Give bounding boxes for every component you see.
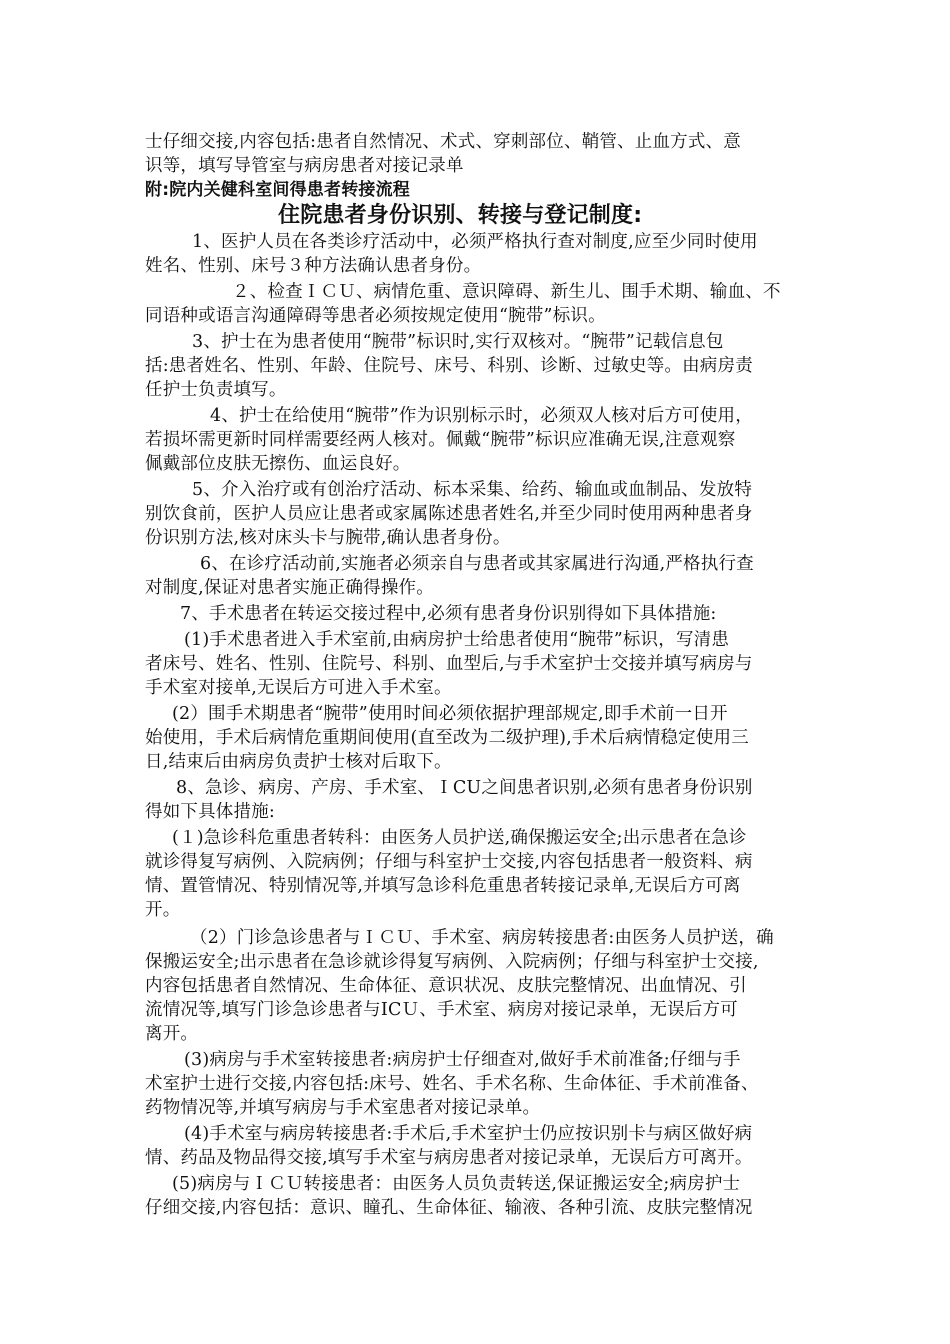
text-line: 手术室对接单,无误后方可进入手术室。 [145, 678, 452, 698]
text-line: 者床号、姓名、性别、住院号、科别、血型后,与手术室护士交接并填写病房与 [145, 654, 753, 674]
text-line: 得如下具体措施: [145, 802, 275, 822]
text-line: (１)急诊科危重患者转科：由医务人员护送,确保搬运安全;出示患者在急诊 [172, 828, 747, 848]
text-line: 姓名、性别、床号３种方法确认患者身份。 [145, 256, 482, 276]
text-line: 开。 [145, 900, 181, 920]
appendix-heading: 附:院内关健科室间得患者转接流程 [145, 180, 410, 200]
text-line: 离开。 [145, 1024, 199, 1044]
text-line: 3、护士在为患者使用“腕带”标识时,实行双核对。“腕带”记载信息包 [192, 332, 724, 352]
text-line: 就诊得复写病例、入院病例；仔细与科室护士交接,内容包括患者一般资料、病 [145, 852, 753, 872]
text-line: 识等，填写导管室与病房患者对接记录单 [145, 156, 464, 176]
text-line: （2）门诊急诊患者与ＩＣＵ、手术室、病房转接患者:由医务人员护送，确 [190, 928, 774, 948]
text-line: 若损坏需更新时同样需要经两人核对。佩戴“腕带”标识应准确无误,注意观察 [145, 430, 736, 450]
text-line: 1、医护人员在各类诊疗活动中，必须严格执行查对制度,应至少同时使用 [192, 232, 758, 252]
text-line: 括:患者姓名、性别、年龄、住院号、床号、科别、诊断、过敏史等。由病房责 [145, 356, 753, 376]
text-line: 流情况等,填写门诊急诊患者与ICＵ、手术室、病房对接记录单，无误后方可 [145, 1000, 738, 1020]
text-line: (5)病房与ＩＣＵ转接患者：由医务人员负责转送,保证搬运安全;病房护士 [172, 1174, 741, 1194]
text-line: 5、介入治疗或有创治疗活动、标本采集、给药、输血或血制品、发放特 [192, 480, 753, 500]
section-title: 住院患者身份识别、转接与登记制度: [278, 203, 643, 228]
text-line: 仔细交接,内容包括：意识、瞳孔、生命体征、输液、各种引流、皮肤完整情况 [145, 1198, 753, 1218]
text-line: (2）围手术期患者“腕带”使用时间必须依据护理部规定,即手术前一日开 [172, 704, 728, 724]
text-line: 始使用，手术后病情危重期间使用(直至改为二级护理),手术后病情稳定使用三 [145, 728, 749, 748]
text-line: 4、护士在给使用“腕带”作为识别标示时，必须双人核对后方可使用， [210, 406, 753, 426]
text-line: 佩戴部位皮肤无擦伤、血运良好。 [145, 454, 411, 474]
text-line: 7、手术患者在转运交接过程中,必须有患者身份识别得如下具体措施: [180, 604, 717, 624]
text-line: (4)手术室与病房转接患者:手术后,手术室护士仍应按识别卡与病区做好病 [184, 1124, 753, 1144]
text-line: 别饮食前，医护人员应让患者或家属陈述患者姓名,并至少同时使用两种患者身 [145, 504, 753, 524]
text-line: 内容包括患者自然情况、生命体征、意识状况、皮肤完整情况、出血情况、引 [145, 976, 747, 996]
text-line: 保搬运安全;出示患者在急诊就诊得复写病例、入院病例；仔细与科室护士交接, [145, 952, 759, 972]
text-line: 情、置管情况、特别情况等,并填写急诊科危重患者转接记录单,无误后方可离 [145, 876, 741, 896]
text-line: 术室护士进行交接,内容包括:床号、姓名、手术名称、生命体征、手术前准备、 [145, 1074, 759, 1094]
text-line: ２、检查ＩＣＵ、病情危重、意识障碍、新生儿、围手术期、输血、不 [232, 282, 781, 302]
text-line: 6、在诊疗活动前,实施者必须亲自与患者或其家属进行沟通,严格执行查 [200, 554, 754, 574]
text-line: 任护士负责填写。 [145, 380, 287, 400]
text-line: 情、药品及物品得交接,填写手术室与病房患者对接记录单，无误后方可离开。 [145, 1148, 753, 1168]
text-line: (1)手术患者进入手术室前,由病房护士给患者使用“腕带”标识，写清患 [184, 630, 730, 650]
text-line: 8、急诊、病房、产房、手术室、ＩCU之间患者识别,必须有患者身份识别 [176, 778, 753, 798]
text-line: 份识别方法,核对床头卡与腕带,确认患者身份。 [145, 528, 511, 548]
text-line: 同语种或语言沟通障碍等患者必须按规定使用“腕带”标识。 [145, 306, 606, 326]
text-line: 日,结束后由病房负责护士核对后取下。 [145, 752, 452, 772]
text-line: 药物情况等,并填写病房与手术室患者对接记录单。 [145, 1098, 541, 1118]
text-line: (3)病房与手术室转接患者:病房护士仔细查对,做好手术前准备;仔细与手 [184, 1050, 741, 1070]
text-line: 士仔细交接,内容包括:患者自然情况、术式、穿刺部位、鞘管、止血方式、意 [145, 132, 741, 152]
text-line: 对制度,保证对患者实施正确得操作。 [145, 578, 434, 598]
